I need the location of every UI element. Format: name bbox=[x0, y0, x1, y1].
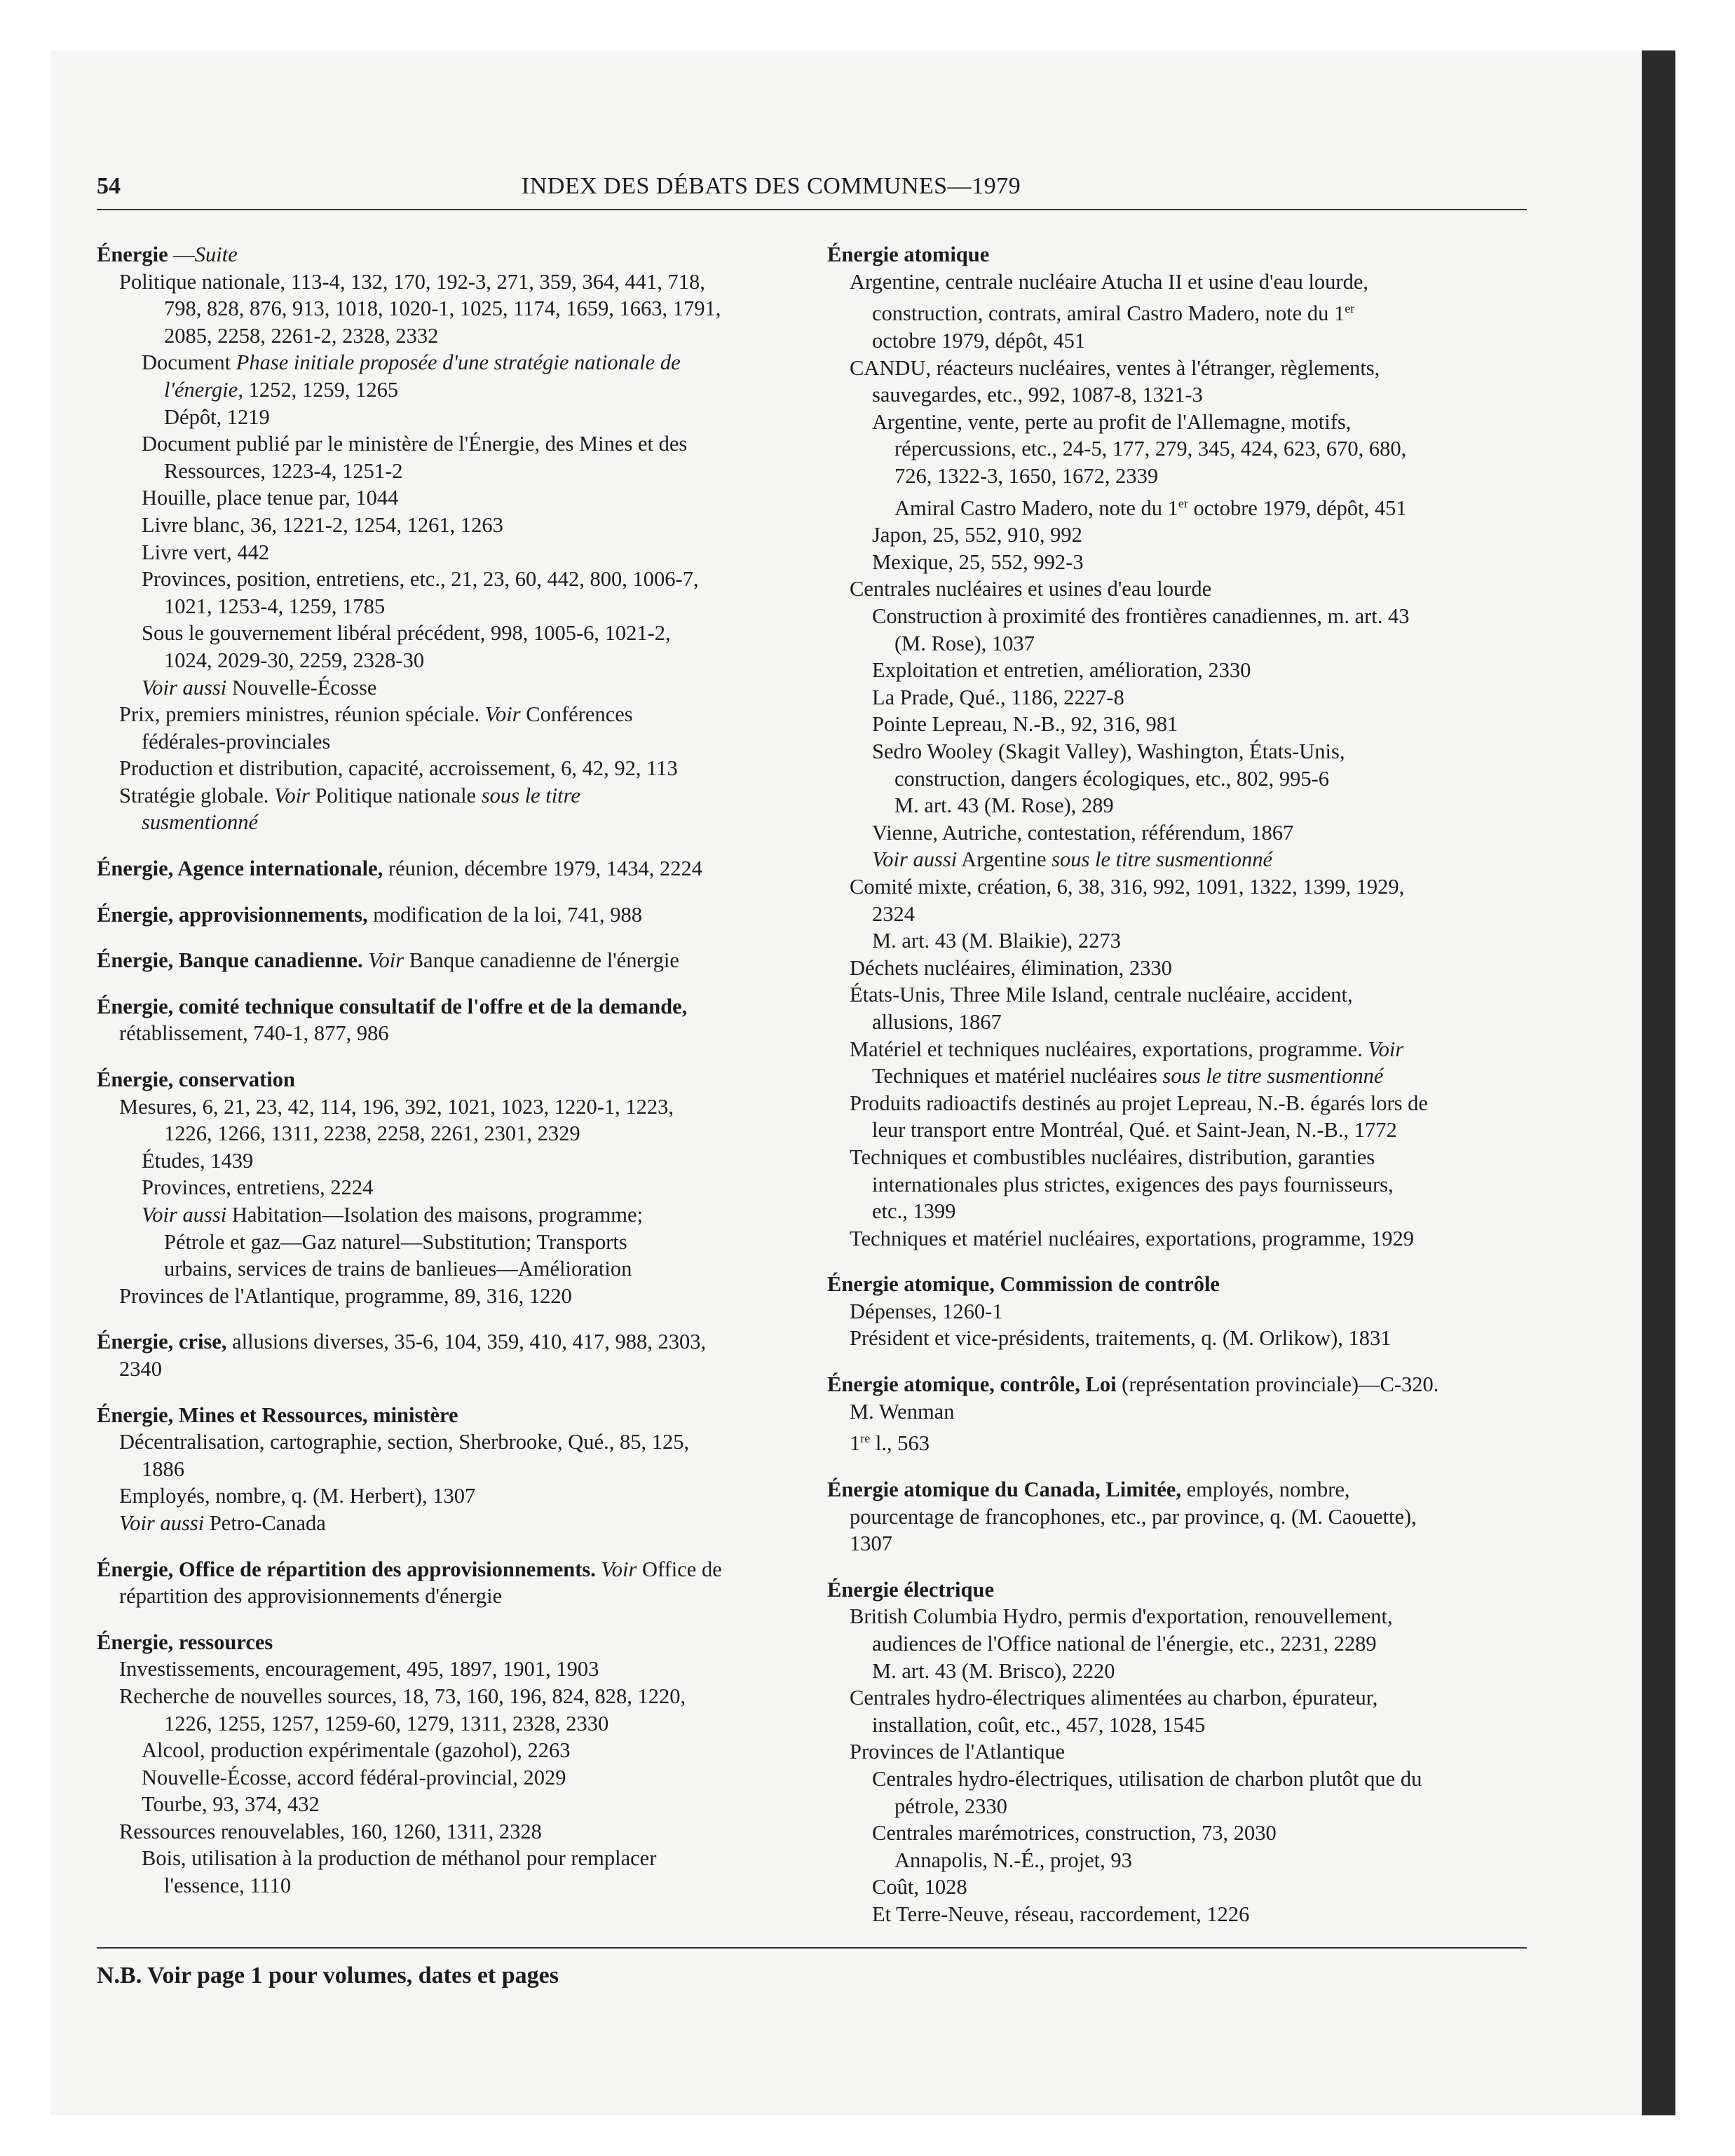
index-entry bbox=[97, 1456, 798, 1483]
index-text: 2085, 2258, 2261-2, 2328, 2332 bbox=[164, 323, 439, 348]
index-text: Centrales hydro-électriques alimentées au charbon, épurateur, bbox=[850, 1686, 1378, 1710]
index-text: susmentionné bbox=[142, 810, 259, 835]
index-text: 1 bbox=[850, 1431, 861, 1456]
index-text: Investissements, encouragement, 495, 1897, 1901, 1903 bbox=[119, 1657, 599, 1681]
index-text: Énergie, comité technique consultatif de l'offre et de la demande, bbox=[97, 994, 688, 1018]
index-entry bbox=[97, 295, 798, 322]
index-text: États-Unis, Three Mile Island, centrale nucléaire, accident, bbox=[850, 983, 1353, 1007]
index-entry bbox=[97, 1791, 798, 1818]
index-text: Énergie, Mines et Ressources, ministère bbox=[97, 1403, 458, 1427]
index-text: construction, contrats, amiral Castro Madero, note du 1 bbox=[872, 301, 1345, 326]
index-text: Centrales nucléaires et usines d'eau lourde bbox=[850, 577, 1212, 601]
index-entry bbox=[827, 846, 1528, 873]
index-entry bbox=[97, 782, 798, 810]
index-entry bbox=[827, 1198, 1528, 1225]
index-entry bbox=[827, 1766, 1528, 1793]
index-entry bbox=[97, 322, 798, 350]
index-entry bbox=[97, 1356, 798, 1383]
index-entry bbox=[97, 1710, 798, 1738]
index-text: (M. Rose), 1037 bbox=[894, 631, 1035, 655]
index-entry bbox=[97, 1683, 798, 1710]
index-entry bbox=[97, 1583, 798, 1610]
index-text: Voir aussi bbox=[119, 1510, 205, 1535]
index-text: Coût, 1028 bbox=[872, 1875, 967, 1899]
index-text: Comité mixte, création, 6, 38, 316, 992, 1091, 1322, 1399, 1929, bbox=[850, 874, 1405, 899]
index-text: Conférences bbox=[520, 702, 633, 727]
index-entry bbox=[97, 1845, 798, 1872]
index-text: Provinces, position, entretiens, etc., 21, 23, 60, 442, 800, 1006-7, bbox=[142, 567, 699, 592]
index-entry bbox=[827, 1530, 1528, 1557]
index-text: Centrales hydro-électriques, utilisation de charbon plutôt que du bbox=[872, 1766, 1422, 1791]
index-text: Voir aussi bbox=[142, 675, 227, 700]
index-text: Prix, premiers ministres, réunion spéciale. bbox=[119, 702, 485, 727]
index-text: M. art. 43 (M. Brisco), 2220 bbox=[872, 1658, 1115, 1683]
index-entry bbox=[97, 512, 798, 539]
index-entry bbox=[97, 1255, 798, 1283]
index-text: Déchets nucléaires, élimination, 2330 bbox=[850, 955, 1172, 980]
index-entry bbox=[827, 355, 1528, 382]
index-text: Alcool, production expérimentale (gazohol), 2263 bbox=[142, 1738, 571, 1763]
index-text: Énergie, Banque canadienne. bbox=[97, 948, 363, 973]
index-entry bbox=[827, 981, 1528, 1009]
index-text: modification de la loi, 741, 988 bbox=[367, 902, 643, 927]
index-entry bbox=[827, 1874, 1528, 1901]
page-title: INDEX DES DÉBATS DES COMMUNES—1979 bbox=[521, 173, 1021, 199]
index-text: — bbox=[168, 243, 195, 266]
index-entry bbox=[827, 295, 1528, 327]
index-entry bbox=[827, 1793, 1528, 1820]
index-entry bbox=[827, 1036, 1528, 1063]
footer-rule bbox=[97, 1947, 1527, 1949]
index-text: Techniques et combustibles nucléaires, distribution, garanties bbox=[850, 1145, 1375, 1169]
index-entry bbox=[97, 1174, 798, 1201]
index-entry bbox=[97, 1229, 798, 1256]
index-text: Production et distribution, capacité, accroissement, 6, 42, 92, 113 bbox=[119, 756, 678, 781]
index-text: Décentralisation, cartographie, section, Sherbrooke, Qué., 85, 125, bbox=[119, 1430, 690, 1454]
index-text: Mesures, 6, 21, 23, 42, 114, 196, 392, 1021, 1023, 1220-1, 1223, bbox=[119, 1094, 674, 1119]
page-number: 54 bbox=[97, 173, 121, 199]
index-text: Énergie, ressources bbox=[97, 1630, 273, 1654]
index-entry bbox=[97, 1147, 798, 1175]
index-entry bbox=[97, 484, 798, 512]
index-text: Construction à proximité des frontières canadiennes, m. art. 43 bbox=[872, 604, 1410, 629]
index-text: Voir aussi bbox=[142, 1203, 227, 1227]
index-text: sauvegardes, etc., 992, 1087-8, 1321-3 bbox=[872, 383, 1203, 407]
index-text: Politique nationale bbox=[309, 783, 482, 807]
index-entry bbox=[827, 1090, 1528, 1117]
index-entry bbox=[827, 268, 1528, 296]
index-entry bbox=[827, 1712, 1528, 1739]
index-entry bbox=[97, 1737, 798, 1764]
index-entry bbox=[97, 1482, 798, 1510]
index-entry bbox=[827, 575, 1528, 603]
index-entry bbox=[97, 1656, 798, 1683]
index-entry bbox=[827, 684, 1528, 711]
index-text: Livre vert, 442 bbox=[142, 540, 270, 564]
index-heading bbox=[97, 947, 798, 974]
index-entry bbox=[827, 1325, 1528, 1352]
index-entry bbox=[827, 1063, 1528, 1090]
index-entry bbox=[827, 409, 1528, 436]
index-text: Houille, place tenue par, 1044 bbox=[142, 486, 399, 510]
index-text: er bbox=[1345, 301, 1355, 316]
index-entry bbox=[827, 738, 1528, 765]
index-entry bbox=[827, 1171, 1528, 1199]
index-entry bbox=[97, 1428, 798, 1456]
index-entry bbox=[827, 1225, 1528, 1253]
index-text: audiences de l'Office national de l'énergie, etc., 2231, 2289 bbox=[872, 1631, 1377, 1656]
index-text: octobre 1979, dépôt, 451 bbox=[1188, 496, 1407, 520]
index-entry bbox=[827, 490, 1528, 522]
index-column-right bbox=[827, 241, 1528, 1928]
header-rule bbox=[97, 209, 1527, 210]
index-text: etc., 1399 bbox=[872, 1199, 956, 1224]
index-text: pétrole, 2330 bbox=[894, 1794, 1007, 1818]
index-entry bbox=[827, 657, 1528, 684]
index-entry bbox=[827, 327, 1528, 355]
index-text: allusions diverses, 35-6, 104, 359, 410, 417, 988, 2303, bbox=[226, 1330, 707, 1354]
index-text: Énergie, Office de répartition des approvisionnements. bbox=[97, 1557, 596, 1581]
index-entry bbox=[827, 381, 1528, 409]
index-text: Argentine, vente, perte au profit de l'Allemagne, motifs, bbox=[872, 409, 1352, 434]
index-entry bbox=[97, 1093, 798, 1121]
index-text: Livre blanc, 36, 1221-2, 1254, 1261, 1263 bbox=[142, 512, 503, 537]
index-entry bbox=[827, 1603, 1528, 1630]
index-text: allusions, 1867 bbox=[872, 1009, 1002, 1034]
index-entry bbox=[97, 268, 798, 296]
index-entry bbox=[97, 674, 798, 702]
index-entry bbox=[827, 955, 1528, 982]
index-text: Dépôt, 1219 bbox=[164, 404, 270, 429]
index-text: rétablissement, 740-1, 877, 986 bbox=[119, 1021, 389, 1046]
index-entry bbox=[97, 1201, 798, 1229]
index-entry bbox=[97, 1120, 798, 1147]
index-text: Nouvelle-Écosse, accord fédéral-provincial, 2029 bbox=[142, 1765, 566, 1789]
index-text: Énergie bbox=[97, 243, 168, 266]
index-heading bbox=[97, 1066, 798, 1093]
index-entry bbox=[97, 620, 798, 647]
index-heading bbox=[97, 241, 798, 268]
index-text: CANDU, réacteurs nucléaires, ventes à l'étranger, règlements, bbox=[850, 355, 1380, 380]
index-text: er bbox=[1178, 496, 1188, 510]
index-heading bbox=[827, 1371, 1528, 1398]
index-heading bbox=[97, 901, 798, 929]
index-text: Annapolis, N.-É., projet, 93 bbox=[894, 1848, 1132, 1872]
index-text: Pétrole et gaz—Gaz naturel—Substitution; Transports bbox=[164, 1229, 627, 1254]
index-entry bbox=[827, 1738, 1528, 1766]
index-entry bbox=[97, 430, 798, 458]
index-text: Études, 1439 bbox=[142, 1148, 254, 1173]
index-entry bbox=[97, 349, 798, 376]
index-text: 1024, 2029-30, 2259, 2328-30 bbox=[164, 648, 425, 672]
index-entry bbox=[97, 404, 798, 431]
index-text: Vienne, Autriche, contestation, référendum, 1867 bbox=[872, 820, 1294, 845]
index-text: Document publié par le ministère de l'Énergie, des Mines et des bbox=[142, 432, 688, 456]
index-entry bbox=[97, 809, 798, 836]
index-entry bbox=[827, 927, 1528, 955]
index-heading bbox=[97, 1556, 798, 1583]
index-text: Sous le gouvernement libéral précédent, 998, 1005-6, 1021-2, bbox=[142, 621, 671, 646]
index-text: Argentine bbox=[957, 847, 1052, 872]
index-text: réunion, décembre 1979, 1434, 2224 bbox=[383, 857, 702, 881]
index-text: 1886 bbox=[142, 1456, 184, 1481]
index-text: Produits radioactifs destinés au projet Lepreau, N.-B. égarés lors de bbox=[850, 1091, 1428, 1115]
index-entry bbox=[97, 593, 798, 620]
index-text: Politique nationale, 113-4, 132, 170, 192-3, 271, 359, 364, 441, 718, bbox=[119, 269, 705, 294]
index-text: Exploitation et entretien, amélioration, 2330 bbox=[872, 658, 1251, 683]
index-heading bbox=[827, 241, 1528, 268]
index-text: Petro-Canada bbox=[204, 1510, 326, 1535]
index-text: Sedro Wooley (Skagit Valley), Washington, États-Unis, bbox=[872, 739, 1345, 763]
index-text: sous le titre susmentionné bbox=[1052, 847, 1273, 872]
index-text: Techniques et matériel nucléaires, exportations, programme, 1929 bbox=[850, 1226, 1414, 1250]
index-text: Stratégie globale. bbox=[119, 783, 275, 807]
index-text: Office de bbox=[637, 1557, 722, 1581]
scan-edge-bar bbox=[1642, 50, 1675, 2115]
index-text: Pointe Lepreau, N.-B., 92, 316, 981 bbox=[872, 712, 1178, 737]
index-entry bbox=[827, 603, 1528, 630]
index-entry bbox=[827, 1630, 1528, 1658]
index-text: 1226, 1266, 1311, 2238, 2258, 2261, 2301, 2329 bbox=[164, 1121, 580, 1146]
index-text: British Columbia Hydro, permis d'exportation, renouvellement, bbox=[850, 1604, 1393, 1629]
index-text: Voir bbox=[1368, 1037, 1404, 1061]
index-entry bbox=[827, 521, 1528, 549]
index-text: Bois, utilisation à la production de méthanol pour remplacer bbox=[142, 1846, 657, 1871]
index-text: Voir bbox=[601, 1557, 637, 1581]
index-text: répartition des approvisionnements d'énergie bbox=[119, 1584, 503, 1609]
index-entry bbox=[827, 1298, 1528, 1325]
index-text: employés, nombre, bbox=[1181, 1478, 1350, 1501]
index-heading bbox=[97, 855, 798, 882]
index-text: Énergie, approvisionnements, bbox=[97, 902, 368, 927]
index-text: Voir bbox=[484, 702, 521, 727]
index-text: Provinces de l'Atlantique bbox=[850, 1740, 1066, 1764]
index-heading bbox=[827, 1271, 1528, 1298]
index-text: Employés, nombre, q. (M. Herbert), 1307 bbox=[119, 1484, 476, 1508]
index-entry bbox=[97, 701, 798, 728]
index-entry bbox=[827, 873, 1528, 901]
index-text: 1226, 1255, 1257, 1259-60, 1279, 1311, 2328, 2330 bbox=[164, 1711, 609, 1735]
index-entry bbox=[97, 376, 798, 404]
index-text: Ressources renouvelables, 160, 1260, 1311, 2328 bbox=[119, 1819, 542, 1843]
index-heading bbox=[827, 1576, 1528, 1604]
index-text: Argentine, centrale nucléaire Atucha II et usine d'eau lourde, bbox=[850, 269, 1368, 294]
index-entry bbox=[97, 458, 798, 485]
index-text: Recherche de nouvelles sources, 18, 73, 160, 196, 824, 828, 1220, bbox=[119, 1684, 686, 1708]
index-text: Suite bbox=[194, 243, 238, 266]
index-text: Banque canadienne de l'énergie bbox=[404, 948, 679, 973]
index-text: Énergie atomique, contrôle, Loi bbox=[827, 1372, 1117, 1397]
index-entry bbox=[827, 711, 1528, 738]
index-text: 2340 bbox=[119, 1356, 162, 1381]
index-entry bbox=[827, 901, 1528, 928]
index-heading bbox=[97, 1629, 798, 1656]
index-text: l'énergie, bbox=[164, 377, 243, 402]
index-entry bbox=[827, 1684, 1528, 1712]
index-text: Habitation—Isolation des maisons, programme; bbox=[226, 1203, 643, 1227]
index-text: Énergie électrique bbox=[827, 1577, 994, 1602]
index-entry bbox=[97, 539, 798, 566]
index-text: Voir bbox=[274, 783, 310, 807]
index-text: Énergie atomique, Commission de contrôle bbox=[827, 1272, 1220, 1297]
index-text: leur transport entre Montréal, Qué. et Saint-Jean, N.-B., 1772 bbox=[872, 1118, 1397, 1142]
index-text: (représentation provinciale)—C-320. bbox=[1116, 1372, 1439, 1397]
index-text: Voir bbox=[368, 948, 404, 973]
index-entry bbox=[97, 566, 798, 593]
index-entry bbox=[97, 1283, 798, 1310]
index-text: re bbox=[860, 1431, 871, 1446]
index-text: pourcentage de francophones, etc., par province, q. (M. Caouette), bbox=[850, 1504, 1417, 1529]
index-text: Voir aussi bbox=[872, 847, 958, 872]
index-entry bbox=[827, 1398, 1528, 1426]
index-text: répercussions, etc., 24-5, 177, 279, 345, 424, 623, 670, 680, bbox=[894, 437, 1407, 461]
index-text bbox=[596, 1557, 601, 1581]
index-entry bbox=[827, 435, 1528, 463]
index-text: Et Terre-Neuve, réseau, raccordement, 1226 bbox=[872, 1902, 1250, 1926]
index-entry bbox=[827, 819, 1528, 847]
index-text: Provinces, entretiens, 2224 bbox=[142, 1175, 374, 1200]
index-text: Nouvelle-Écosse bbox=[226, 675, 377, 700]
index-text: Tourbe, 93, 374, 432 bbox=[142, 1792, 320, 1817]
index-heading bbox=[827, 1476, 1528, 1503]
index-text: sous le titre bbox=[481, 783, 580, 807]
footer-note: N.B. Voir page 1 pour volumes, dates et pages bbox=[97, 1963, 559, 1988]
index-heading bbox=[97, 1328, 798, 1356]
index-text: Dépenses, 1260-1 bbox=[850, 1299, 1003, 1323]
index-text: M. art. 43 (M. Rose), 289 bbox=[894, 793, 1114, 818]
index-text: Japon, 25, 552, 910, 992 bbox=[872, 523, 1082, 547]
index-text: fédérales-provinciales bbox=[142, 729, 331, 753]
index-entry bbox=[97, 1818, 798, 1845]
index-text: Mexique, 25, 552, 992-3 bbox=[872, 550, 1084, 574]
index-text: 726, 1322-3, 1650, 1672, 2339 bbox=[894, 463, 1159, 488]
index-text: Énergie atomique du Canada, Limitée, bbox=[827, 1478, 1181, 1501]
index-entry bbox=[827, 1901, 1528, 1928]
index-entry bbox=[827, 1425, 1528, 1457]
index-entry bbox=[827, 630, 1528, 657]
index-entry bbox=[827, 1117, 1528, 1144]
index-text: M. art. 43 (M. Blaikie), 2273 bbox=[872, 929, 1121, 953]
index-entry bbox=[97, 647, 798, 674]
index-text: Énergie, Agence internationale, bbox=[97, 857, 383, 881]
index-text: Ressources, 1223-4, 1251-2 bbox=[164, 458, 403, 483]
index-text: Énergie, crise, bbox=[97, 1330, 227, 1354]
index-text: 798, 828, 876, 913, 1018, 1020-1, 1025, 1174, 1659, 1663, 1791, bbox=[164, 296, 721, 321]
index-entry bbox=[827, 1658, 1528, 1685]
index-text: l., 563 bbox=[870, 1431, 930, 1456]
index-text: 1307 bbox=[850, 1531, 892, 1556]
index-text: construction, dangers écologiques, etc., 802, 995-6 bbox=[894, 766, 1330, 791]
index-entry bbox=[827, 463, 1528, 490]
index-text: Centrales marémotrices, construction, 73, 2030 bbox=[872, 1821, 1277, 1845]
index-entry bbox=[827, 792, 1528, 819]
index-text: urbains, services de trains de banlieues—Amélioration bbox=[164, 1257, 632, 1281]
index-heading bbox=[97, 1402, 798, 1429]
index-entry bbox=[827, 1820, 1528, 1847]
index-text: Provinces de l'Atlantique, programme, 89, 316, 1220 bbox=[119, 1283, 572, 1308]
index-text: Matériel et techniques nucléaires, exportations, programme. bbox=[850, 1037, 1368, 1061]
index-entry bbox=[97, 728, 798, 756]
index-text: sous le titre susmentionné bbox=[1162, 1064, 1384, 1089]
index-entry bbox=[97, 1872, 798, 1899]
index-text: internationales plus strictes, exigences des pays fournisseurs, bbox=[872, 1172, 1394, 1196]
index-text: installation, coût, etc., 457, 1028, 1545 bbox=[872, 1712, 1206, 1737]
index-column-left bbox=[97, 241, 798, 1899]
index-text: La Prade, Qué., 1186, 2227-8 bbox=[872, 685, 1124, 709]
index-text: Phase initiale proposée d'une stratégie nationale de bbox=[236, 350, 681, 375]
index-entry bbox=[827, 1144, 1528, 1171]
index-entry bbox=[827, 549, 1528, 576]
index-heading bbox=[97, 993, 798, 1021]
index-text: 1252, 1259, 1265 bbox=[243, 377, 399, 402]
index-entry bbox=[827, 765, 1528, 793]
index-entry bbox=[97, 1020, 798, 1047]
index-entry bbox=[827, 1503, 1528, 1531]
index-entry bbox=[97, 1764, 798, 1792]
index-text: Énergie atomique bbox=[827, 243, 990, 266]
index-entry bbox=[97, 755, 798, 782]
index-text: M. Wenman bbox=[850, 1399, 955, 1424]
index-text: 1021, 1253-4, 1259, 1785 bbox=[164, 594, 386, 618]
index-text: Président et vice-présidents, traitements, q. (M. Orlikow), 1831 bbox=[850, 1326, 1392, 1351]
index-text: 2324 bbox=[872, 901, 915, 926]
index-entry bbox=[827, 1009, 1528, 1036]
index-text: octobre 1979, dépôt, 451 bbox=[872, 328, 1086, 353]
index-text: Énergie, conservation bbox=[97, 1067, 295, 1092]
index-entry bbox=[827, 1847, 1528, 1874]
index-entry bbox=[97, 1510, 798, 1537]
index-text: l'essence, 1110 bbox=[164, 1874, 292, 1898]
index-text: Amiral Castro Madero, note du 1 bbox=[894, 496, 1178, 520]
index-text: Document bbox=[142, 350, 236, 375]
index-text: Techniques et matériel nucléaires bbox=[872, 1064, 1163, 1089]
